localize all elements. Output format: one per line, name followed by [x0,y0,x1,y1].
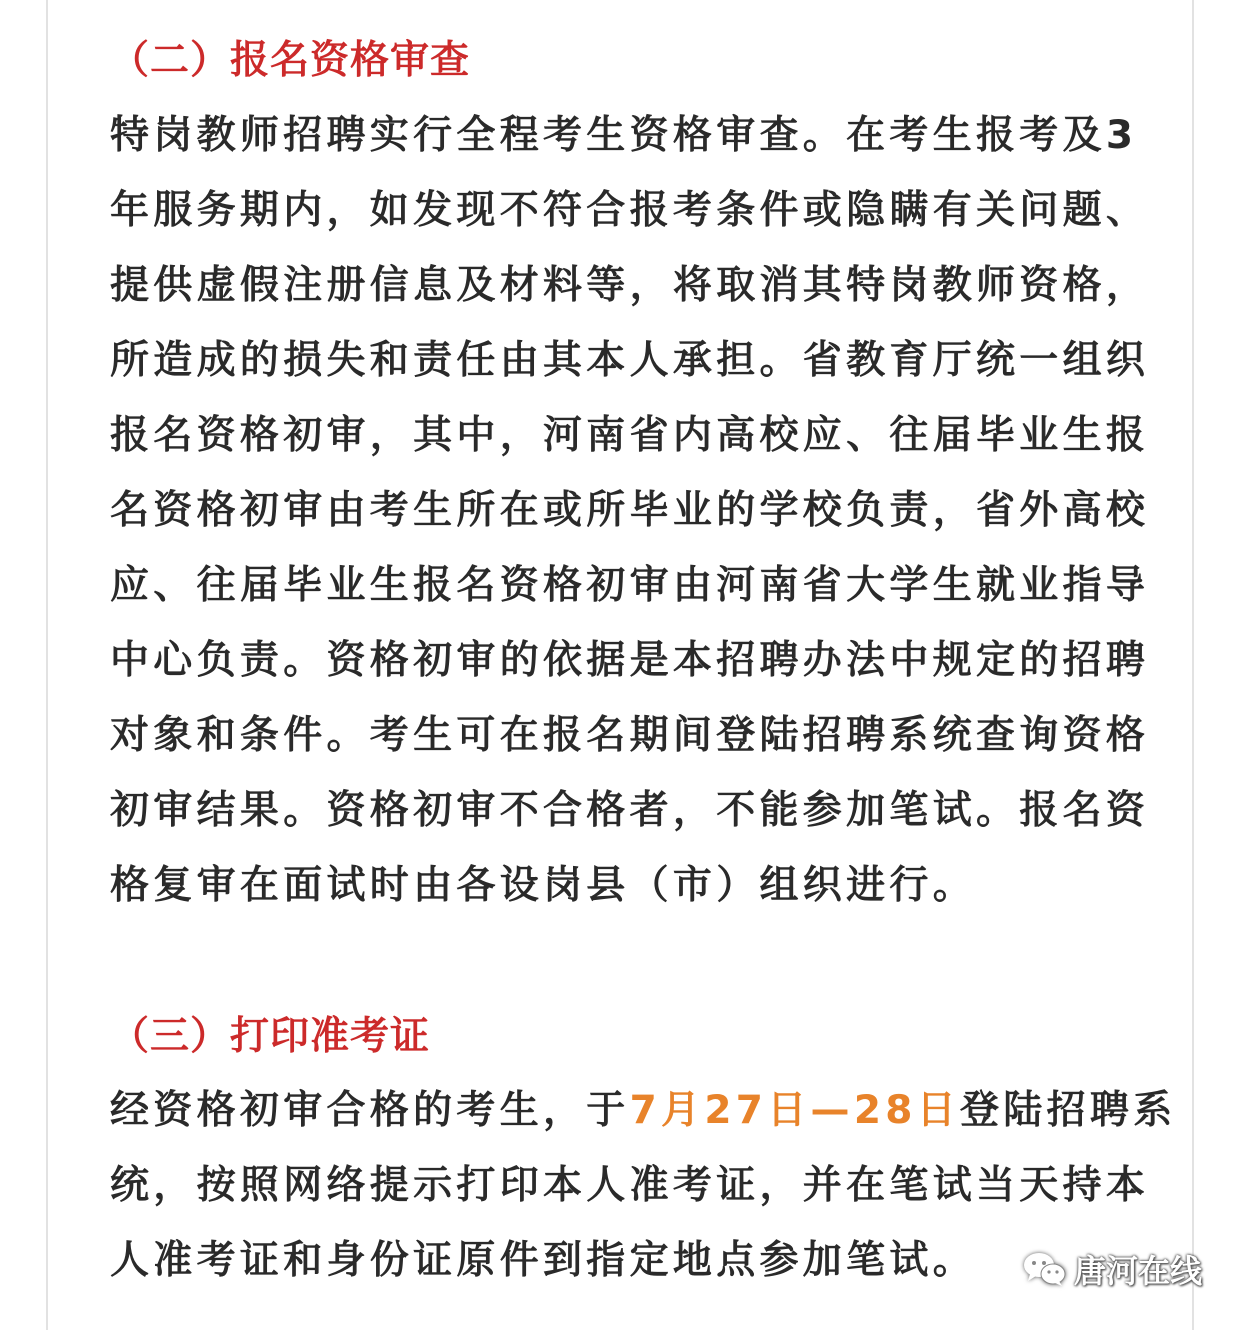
paragraph-line: 名资格初审由考生所在或所毕业的学校负责，省外高校 [110,488,1150,533]
paragraph-line: 初审结果。资格初审不合格者，不能参加笔试。报名资 [110,788,1150,833]
highlighted-date: 7月27日—28日 [629,1088,960,1133]
paragraph-line: 所造成的损失和责任由其本人承担。省教育厅统一组织 [110,338,1150,383]
paragraph-line: 对象和条件。考生可在报名期间登陆招聘系统查询资格 [110,713,1150,758]
text-segment: 经资格初审合格的考生，于 [110,1088,630,1133]
paragraph-line: 格复审在面试时由各设岗县（市）组织进行。 [110,863,977,908]
paragraph-line: 报名资格初审，其中，河南省内高校应、往届毕业生报 [110,413,1150,458]
paragraph-line [110,1073,1177,1148]
paragraph-line: 统，按照网络提示打印本人准考证，并在笔试当天持本 [110,1163,1150,1208]
section-heading-print-admission-ticket: （三）打印准考证 [110,1014,431,1059]
watermark [1022,1246,1202,1292]
paragraph-line: 年服务期内，如发现不符合报考条件或隐瞒有关问题、 [110,188,1150,233]
watermark-text: 唐河在线 [1073,1252,1202,1290]
paragraph-line: 人准考证和身份证原件到指定地点参加笔试。 [110,1238,977,1283]
paragraph-line: 特岗教师招聘实行全程考生资格审查。在考生报考及3 [110,113,1138,158]
text-segment: 登陆招聘系 [960,1088,1177,1133]
paragraph-line: 提供虚假注册信息及材料等，将取消其特岗教师资格， [110,263,1150,308]
paragraph-line: 中心负责。资格初审的依据是本招聘办法中规定的招聘 [110,638,1150,683]
print-admission-paragraph [110,1073,1177,1298]
paragraph-line: 应、往届毕业生报名资格初审由河南省大学生就业指导 [110,563,1150,608]
wechat-icon [1022,1250,1066,1288]
section-heading-qualification-review: （二）报名资格审查 [110,38,471,83]
qualification-review-paragraph [110,98,1150,923]
